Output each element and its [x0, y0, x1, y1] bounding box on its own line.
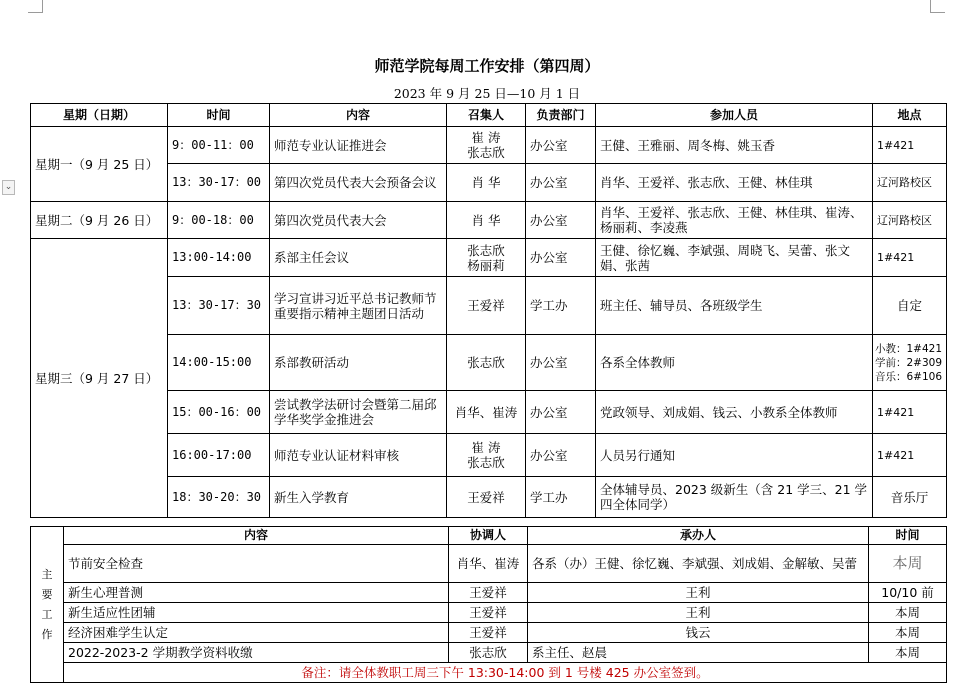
participants-cell: 人员另行通知 [596, 434, 873, 477]
undertaker-cell: 钱云 [528, 623, 869, 643]
department-cell: 办公室 [526, 239, 596, 277]
participants-cell: 班主任、辅导员、各班级学生 [596, 277, 873, 335]
header-department: 负责部门 [526, 104, 596, 127]
header-coordinator: 协调人 [449, 527, 528, 545]
time-cell: 本周 [869, 545, 947, 583]
major-header-row [31, 527, 947, 545]
content-cell: 经济困难学生认定 [64, 623, 449, 643]
content-cell: 节前安全检查 [64, 545, 449, 583]
department-cell: 学工办 [526, 477, 596, 518]
participants-cell: 肖华、王爱祥、张志欣、王健、林佳琪、崔涛、杨丽莉、李凌燕 [596, 202, 873, 239]
table-row [31, 434, 947, 477]
undertaker-cell: 王利 [528, 583, 869, 603]
location-cell: 小教：1#421 学前：2#309 音乐：6#106 [873, 335, 947, 391]
undertaker-cell: 王利 [528, 603, 869, 623]
table-row [31, 239, 947, 277]
location-cell: 辽河路校区 [873, 164, 947, 202]
coordinator-cell: 张志欣 [449, 643, 528, 663]
table-row [31, 202, 947, 239]
time-cell: 18：30-20：30 [168, 477, 270, 518]
weekly-schedule-table [30, 103, 947, 518]
convener-cell: 王爱祥 [447, 477, 526, 518]
content-cell: 2022-2023-2 学期教学资料收缴 [64, 643, 449, 663]
header-content: 内容 [64, 527, 449, 545]
convener-cell: 崔 涛 张志欣 [447, 434, 526, 477]
day-label: 星期一（9 月 25 日） [31, 127, 168, 202]
location-cell: 1#421 [873, 391, 947, 434]
participants-cell: 各系全体教师 [596, 335, 873, 391]
time-cell: 本周 [869, 603, 947, 623]
department-cell: 办公室 [526, 127, 596, 164]
time-cell: 9：00-11：00 [168, 127, 270, 164]
participants-cell: 王健、徐忆巍、李斌强、周晓飞、吴蕾、张文娟、张茜 [596, 239, 873, 277]
side-char: 作 [41, 627, 53, 641]
content-cell: 新生心理普测 [64, 583, 449, 603]
header-content: 内容 [270, 104, 447, 127]
location-cell: 1#421 [873, 434, 947, 477]
participants-cell: 全体辅导员、2023 级新生（含 21 学三、21 学四全体同学） [596, 477, 873, 518]
time-cell: 9：00-18：00 [168, 202, 270, 239]
table-row [31, 643, 947, 663]
participants-cell: 肖华、王爱祥、张志欣、王健、林佳琪 [596, 164, 873, 202]
table-row [31, 127, 947, 164]
table-row [31, 277, 947, 335]
convener-cell: 王爱祥 [447, 277, 526, 335]
location-cell: 辽河路校区 [873, 202, 947, 239]
time-cell: 本周 [869, 643, 947, 663]
major-work-side-label [31, 527, 64, 683]
table-row [31, 545, 947, 583]
location-cell: 1#421 [873, 127, 947, 164]
coordinator-cell: 王爱祥 [449, 623, 528, 643]
content-cell: 学习宣讲习近平总书记教师节重要指示精神主题团日活动 [270, 277, 447, 335]
page-title: 师范学院每周工作安排（第四周） [374, 57, 600, 75]
convener-cell: 肖 华 [447, 164, 526, 202]
coordinator-cell: 肖华、崔涛 [449, 545, 528, 583]
table-row [31, 623, 947, 643]
time-cell: 15：00-16：00 [168, 391, 270, 434]
chevron-down-icon[interactable]: ⌄ [2, 180, 15, 195]
content-cell: 第四次党员代表大会 [270, 202, 447, 239]
side-char: 要 [41, 587, 53, 601]
undertaker-cell: 各系（办）王健、徐忆巍、李斌强、刘成娟、金解敏、吴蕾 [528, 545, 869, 583]
content-cell: 新生适应性团辅 [64, 603, 449, 623]
content-cell: 师范专业认证推进会 [270, 127, 447, 164]
participants-cell: 王健、王雅丽、周冬梅、姚玉香 [596, 127, 873, 164]
header-participants: 参加人员 [596, 104, 873, 127]
coordinator-cell: 王爱祥 [449, 603, 528, 623]
date-range: 2023 年 9 月 25 日—10 月 1 日 [393, 86, 581, 101]
convener-cell: 肖华、崔涛 [447, 391, 526, 434]
content-cell: 系部教研活动 [270, 335, 447, 391]
header-day: 星期（日期） [31, 104, 168, 127]
department-cell: 办公室 [526, 434, 596, 477]
undertaker-cell: 系主任、赵晨 [528, 643, 869, 663]
side-char: 主 [41, 567, 53, 581]
table-row [31, 583, 947, 603]
department-cell: 办公室 [526, 202, 596, 239]
table-row [31, 603, 947, 623]
participants-cell: 党政领导、刘成娟、钱云、小教系全体教师 [596, 391, 873, 434]
content-cell: 系部主任会议 [270, 239, 447, 277]
note-row [31, 663, 947, 683]
schedule-header-row [31, 104, 947, 127]
convener-cell: 张志欣 杨丽莉 [447, 239, 526, 277]
content-cell: 第四次党员代表大会预备会议 [270, 164, 447, 202]
location-cell: 自定 [873, 277, 947, 335]
table-row [31, 335, 947, 391]
day-label: 星期二（9 月 26 日） [31, 202, 168, 239]
time-cell: 10/10 前 [869, 583, 947, 603]
page-corner-mark-right [930, 0, 945, 13]
convener-cell: 张志欣 [447, 335, 526, 391]
day-label: 星期三（9 月 27 日） [31, 239, 168, 518]
note-text: 备注：请全体教职工周三下午 13:30-14:00 到 1 号楼 425 办公室签到。 [64, 663, 947, 683]
department-cell: 办公室 [526, 335, 596, 391]
convener-cell: 崔 涛 张志欣 [447, 127, 526, 164]
page-corner-mark-left [28, 0, 43, 13]
content-cell: 师范专业认证材料审核 [270, 434, 447, 477]
time-cell: 13：30-17：30 [168, 277, 270, 335]
department-cell: 学工办 [526, 277, 596, 335]
major-work-table [30, 526, 947, 683]
header-time: 时间 [168, 104, 270, 127]
table-row [31, 391, 947, 434]
table-row [31, 164, 947, 202]
time-cell: 13：30-17：00 [168, 164, 270, 202]
header-time: 时间 [869, 527, 947, 545]
time-cell: 13:00-14:00 [168, 239, 270, 277]
department-cell: 办公室 [526, 391, 596, 434]
department-cell: 办公室 [526, 164, 596, 202]
convener-cell: 肖 华 [447, 202, 526, 239]
time-cell: 本周 [869, 623, 947, 643]
location-cell: 1#421 [873, 239, 947, 277]
table-row [31, 477, 947, 518]
content-cell: 尝试教学法研讨会暨第二届邱学华奖学金推进会 [270, 391, 447, 434]
time-cell: 16:00-17:00 [168, 434, 270, 477]
content-cell: 新生入学教育 [270, 477, 447, 518]
location-cell: 音乐厅 [873, 477, 947, 518]
header-undertaker: 承办人 [528, 527, 869, 545]
time-cell: 14:00-15:00 [168, 335, 270, 391]
header-convener: 召集人 [447, 104, 526, 127]
side-char: 工 [41, 607, 53, 621]
coordinator-cell: 王爱祥 [449, 583, 528, 603]
header-location: 地点 [873, 104, 947, 127]
